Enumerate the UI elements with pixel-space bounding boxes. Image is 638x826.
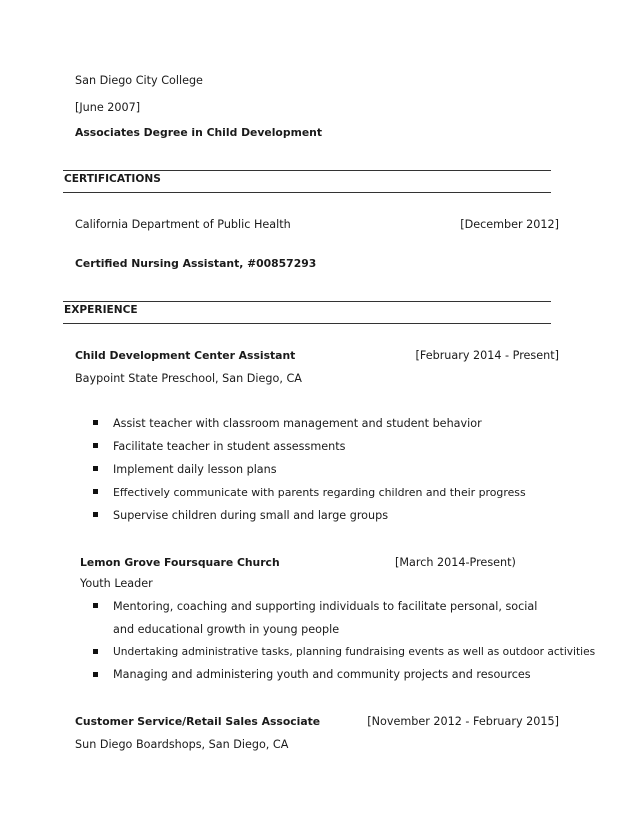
- section-divider-bottom: [63, 323, 551, 324]
- bullet-icon: [93, 466, 98, 471]
- job-bullet-text: Effectively communicate with parents regarding children and their progress: [113, 486, 526, 499]
- job-bullet-text: Managing and administering youth and community projects and resources: [113, 668, 531, 681]
- section-divider-top: [63, 170, 551, 171]
- education-degree: Associates Degree in Child Development: [75, 126, 322, 139]
- experience-heading: EXPERIENCE: [64, 304, 138, 316]
- job-dates: [March 2014-Present): [395, 556, 516, 569]
- certification-date: [December 2012]: [460, 218, 559, 231]
- job-bullet-text: Facilitate teacher in student assessments: [113, 440, 346, 453]
- bullet-icon: [93, 672, 98, 677]
- job-dates: [November 2012 - February 2015]: [367, 715, 559, 728]
- bullet-icon: [93, 489, 98, 494]
- section-divider-bottom: [63, 192, 551, 193]
- job-title: Customer Service/Retail Sales Associate: [75, 715, 321, 728]
- job-employer: Baypoint State Preschool, San Diego, CA: [75, 372, 302, 385]
- section-divider-top: [63, 301, 551, 302]
- certification-title: Certified Nursing Assistant, #00857293: [75, 257, 317, 270]
- job-title: Child Development Center Assistant: [75, 349, 296, 362]
- bullet-icon: [93, 512, 98, 517]
- job-bullet-text: Assist teacher with classroom management and student behavior: [113, 417, 482, 430]
- bullet-icon: [93, 649, 98, 654]
- education-date: [June 2007]: [75, 101, 141, 114]
- certifications-heading: CERTIFICATIONS: [64, 173, 161, 185]
- job-bullet-text: and educational growth in young people: [113, 623, 340, 636]
- bullet-icon: [93, 603, 98, 608]
- bullet-icon: [93, 420, 98, 425]
- job-role: Youth Leader: [80, 577, 153, 590]
- job-bullet-text: Undertaking administrative tasks, planning fundraising events as well as outdoor activities: [113, 646, 596, 658]
- job-dates: [February 2014 - Present]: [415, 349, 559, 362]
- job-title: Lemon Grove Foursquare Church: [80, 556, 280, 569]
- certification-issuer: California Department of Public Health: [75, 218, 291, 231]
- job-bullet-text: Mentoring, coaching and supporting individuals to facilitate personal, social: [113, 600, 538, 613]
- job-bullet-text: Implement daily lesson plans: [113, 463, 277, 476]
- job-employer: Sun Diego Boardshops, San Diego, CA: [75, 738, 289, 751]
- education-school: San Diego City College: [75, 74, 203, 87]
- job-bullet-text: Supervise children during small and large groups: [113, 509, 389, 522]
- bullet-icon: [93, 443, 98, 448]
